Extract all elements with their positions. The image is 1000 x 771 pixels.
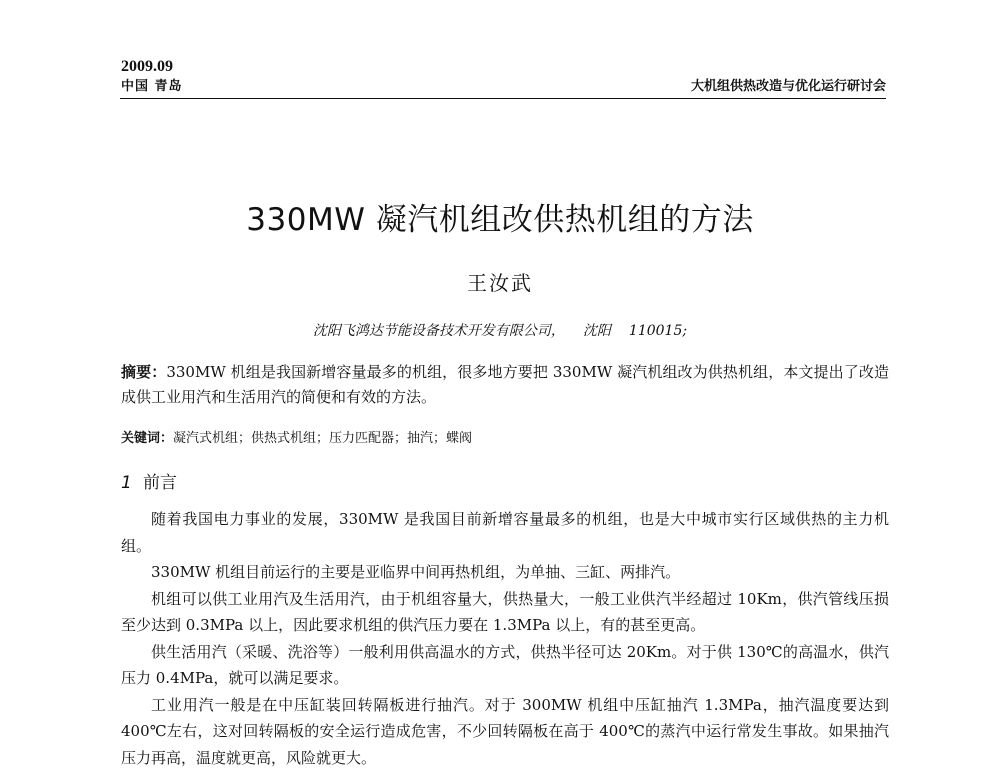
paragraph: 工业用汽一般是在中压缸装回转隔板进行抽汽。对于 300MW 机组中压缸抽汽 1.3MPa，抽汽温度要达到 400℃左右，这对回转隔板的安全运行造成危害，不少回转隔板在高于 400℃的蒸汽中运行常发生事故。如果抽汽压力再高，温度就更高，风险就更大。 [121, 692, 889, 771]
paragraph: 机组可以供工业用汽及生活用汽，由于机组容量大，供热量大，一般工业供汽半经超过 10Km，供汽管线压损至少达到 0.3MPa 以上，因此要求机组的供汽压力要在 1.3MPa 以上，有的甚至更高。 [121, 586, 889, 639]
header-conference: 大机组供热改造与优化运行研讨会 [691, 79, 886, 95]
section-title: 前言 [143, 473, 177, 493]
body-text [121, 506, 889, 771]
paragraph: 330MW 机组目前运行的主要是亚临界中间再热机组，为单抽、三缸、两排汽。 [121, 559, 889, 586]
keywords-label: 关键词： [121, 431, 173, 446]
section-heading [121, 472, 177, 494]
section-number: 1 [121, 472, 143, 494]
keywords [121, 430, 889, 448]
keywords-text: 凝汽式机组；供热式机组；压力匹配器；抽汽；蝶阀 [173, 431, 472, 446]
abstract [121, 360, 889, 410]
header-rule [120, 98, 886, 99]
paragraph: 供生活用汽（采暖、洗浴等）一般利用供高温水的方式，供热半径可达 20Km。对于供 130℃的高温水，供汽压力 0.4MPa，就可以满足要求。 [121, 639, 889, 692]
paper-author: 王汝武 [0, 270, 1000, 296]
affiliation-city: 沈阳 [583, 323, 611, 339]
header-date: 2009.09 [121, 58, 173, 76]
header-place: 中国 青岛 [121, 79, 183, 95]
affiliation-org: 沈阳飞鸿达节能设备技术开发有限公司， [313, 323, 565, 339]
paragraph: 随着我国电力事业的发展，330MW 是我国目前新增容量最多的机组，也是大中城市实行区域供热的主力机组。 [121, 506, 889, 559]
affiliation-postcode: 110015; [629, 323, 687, 339]
paper-title: 330MW 凝汽机组改供热机组的方法 [0, 200, 1000, 240]
affiliation [0, 322, 1000, 340]
abstract-label: 摘要： [121, 363, 166, 381]
abstract-text: 330MW 机组是我国新增容量最多的机组，很多地方要把 330MW 凝汽机组改为供热机组，本文提出了改造成供工业用汽和生活用汽的简便和有效的方法。 [121, 363, 889, 406]
